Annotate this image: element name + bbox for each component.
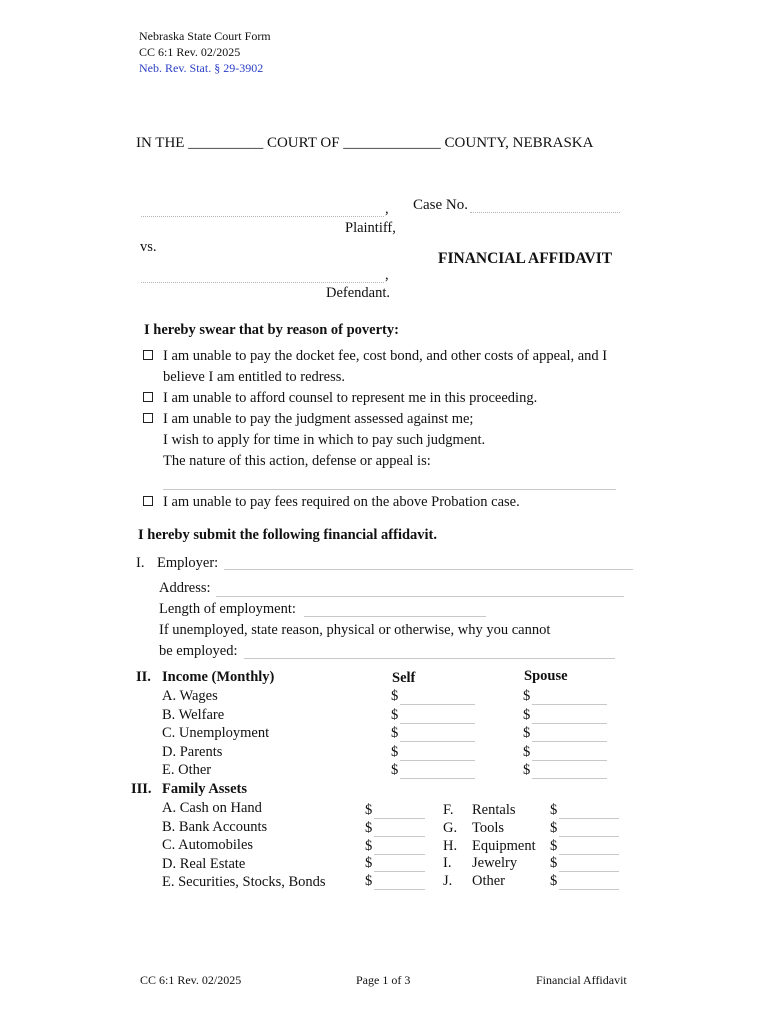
asset-item-label: Jewelry: [472, 855, 518, 872]
asset-amount-field[interactable]: [559, 836, 619, 837]
asset-item-letter: G.: [443, 819, 458, 836]
employer-field[interactable]: [224, 569, 633, 570]
income-item-label: A. Wages: [162, 688, 218, 704]
asset-amount-field[interactable]: [559, 818, 619, 819]
self-dollar-sign: $: [391, 762, 399, 778]
asset-item-letter: J.: [443, 873, 453, 890]
self-dollar-sign: $: [391, 743, 399, 760]
plaintiff-label: Plaintiff,: [345, 220, 396, 236]
spouse-dollar-sign: $: [523, 725, 531, 741]
section-iii-numeral: III.: [131, 781, 152, 797]
document-title: FINANCIAL AFFIDAVIT: [438, 250, 613, 267]
asset-item-label: Other: [472, 873, 506, 890]
nature-of-action-field[interactable]: [163, 489, 616, 490]
judgment-checkbox[interactable]: [143, 413, 153, 423]
address-field[interactable]: [216, 596, 624, 597]
asset-item-label: Tools: [472, 819, 505, 836]
asset-item-label: B. Bank Accounts: [162, 818, 268, 835]
self-dollar-sign: $: [391, 725, 399, 741]
address-label: Address:: [159, 580, 211, 596]
asset-dollar-sign: $: [550, 802, 558, 818]
self-column-label: Self: [392, 670, 416, 686]
defendant-label: Defendant.: [326, 285, 391, 301]
case-number-field[interactable]: [470, 212, 620, 213]
counsel-checkbox[interactable]: [143, 392, 153, 402]
asset-item-label: E. Securities, Stocks, Bonds: [162, 874, 326, 890]
self-amount-field[interactable]: [400, 741, 475, 742]
plaintiff-comma: ,: [385, 201, 389, 217]
defendant-name-field[interactable]: [141, 282, 384, 283]
asset-dollar-sign: $: [550, 819, 558, 836]
versus-label: vs.: [140, 239, 157, 255]
probation-fee-checkbox[interactable]: [143, 496, 153, 506]
spouse-amount-field[interactable]: [532, 704, 607, 705]
length-of-employment-field[interactable]: [304, 616, 486, 617]
asset-dollar-sign: $: [550, 873, 558, 890]
court-line: IN THE __________ COURT OF _____________ COUNTY, NEBRASKA: [136, 135, 594, 151]
footer-page-number: Page 1 of 3: [356, 973, 411, 987]
asset-dollar-sign: $: [365, 802, 373, 818]
spouse-amount-field[interactable]: [532, 723, 607, 724]
spouse-dollar-sign: $: [523, 706, 531, 723]
self-amount-field[interactable]: [400, 723, 475, 724]
self-dollar-sign: $: [391, 706, 399, 723]
asset-dollar-sign: $: [550, 837, 558, 854]
docket-fee-checkbox[interactable]: [143, 350, 153, 360]
asset-item-letter: F.: [443, 802, 454, 818]
section-i-numeral: I.: [136, 555, 145, 571]
counsel-text: I am unable to afford counsel to represent me in this proceeding.: [163, 390, 538, 406]
asset-amount-field[interactable]: [559, 871, 619, 872]
form-title: Nebraska State Court Form: [139, 29, 271, 43]
income-item-label: C. Unemployment: [162, 725, 270, 741]
spouse-amount-field[interactable]: [532, 741, 607, 742]
asset-dollar-sign: $: [365, 837, 373, 854]
asset-amount-field[interactable]: [559, 889, 619, 890]
income-item-label: E. Other: [162, 762, 212, 778]
form-revision: CC 6:1 Rev. 02/2025: [139, 45, 241, 59]
unemployed-reason-line1: If unemployed, state reason, physical or otherwise, why you cannot: [159, 622, 551, 638]
defendant-comma: ,: [385, 267, 389, 283]
spouse-amount-field[interactable]: [532, 760, 607, 761]
asset-item-label: C. Automobiles: [162, 837, 254, 853]
asset-dollar-sign: $: [365, 873, 373, 890]
income-item-label: B. Welfare: [162, 706, 225, 723]
spouse-column-label: Spouse: [524, 668, 568, 684]
submit-heading: I hereby submit the following financial affidavit.: [138, 527, 438, 543]
plaintiff-name-field[interactable]: [141, 216, 384, 217]
asset-amount-field[interactable]: [374, 889, 425, 890]
self-amount-field[interactable]: [400, 760, 475, 761]
asset-item-label: Rentals: [472, 802, 516, 818]
judgment-text-line2: I wish to apply for time in which to pay such judgment.: [163, 432, 486, 448]
asset-amount-field[interactable]: [374, 836, 425, 837]
asset-dollar-sign: $: [550, 855, 558, 872]
docket-fee-text-line1: I am unable to pay the docket fee, cost bond, and other costs of appeal, and I: [163, 348, 608, 364]
asset-item-letter: I.: [443, 855, 452, 872]
asset-dollar-sign: $: [365, 855, 373, 872]
asset-amount-field[interactable]: [374, 854, 425, 855]
unemployed-reason-field[interactable]: [244, 658, 615, 659]
unemployed-reason-line2: be employed:: [159, 643, 238, 659]
income-item-label: D. Parents: [162, 743, 223, 760]
probation-fee-text: I am unable to pay fees required on the above Probation case.: [163, 494, 520, 510]
poverty-heading: I hereby swear that by reason of poverty:: [144, 322, 399, 338]
self-amount-field[interactable]: [400, 778, 475, 779]
asset-item-label: A. Cash on Hand: [162, 800, 262, 816]
spouse-amount-field[interactable]: [532, 778, 607, 779]
assets-heading: Family Assets: [162, 781, 247, 797]
section-ii-numeral: II.: [136, 669, 151, 685]
nature-of-action-label: The nature of this action, defense or appeal is:: [163, 453, 431, 469]
asset-dollar-sign: $: [365, 819, 373, 836]
spouse-dollar-sign: $: [523, 688, 531, 704]
length-of-employment-label: Length of employment:: [159, 601, 296, 617]
employer-label: Employer:: [157, 555, 219, 571]
spouse-dollar-sign: $: [523, 762, 531, 778]
judgment-text-line1: I am unable to pay the judgment assessed against me;: [163, 411, 474, 427]
asset-item-label: Equipment: [472, 837, 536, 854]
asset-amount-field[interactable]: [559, 854, 619, 855]
statute-link[interactable]: Neb. Rev. Stat. § 29-3902: [139, 61, 264, 75]
asset-amount-field[interactable]: [374, 871, 425, 872]
footer-document-name: Financial Affidavit: [536, 973, 627, 987]
asset-item-letter: H.: [443, 837, 458, 854]
asset-item-label: D. Real Estate: [162, 855, 246, 872]
income-heading: Income (Monthly): [162, 669, 275, 685]
docket-fee-text-line2: believe I am entitled to redress.: [163, 369, 345, 385]
self-dollar-sign: $: [391, 688, 399, 704]
self-amount-field[interactable]: [400, 704, 475, 705]
spouse-dollar-sign: $: [523, 743, 531, 760]
case-number-label: Case No.: [413, 197, 468, 213]
footer-form-revision: CC 6:1 Rev. 02/2025: [140, 973, 242, 987]
asset-amount-field[interactable]: [374, 818, 425, 819]
